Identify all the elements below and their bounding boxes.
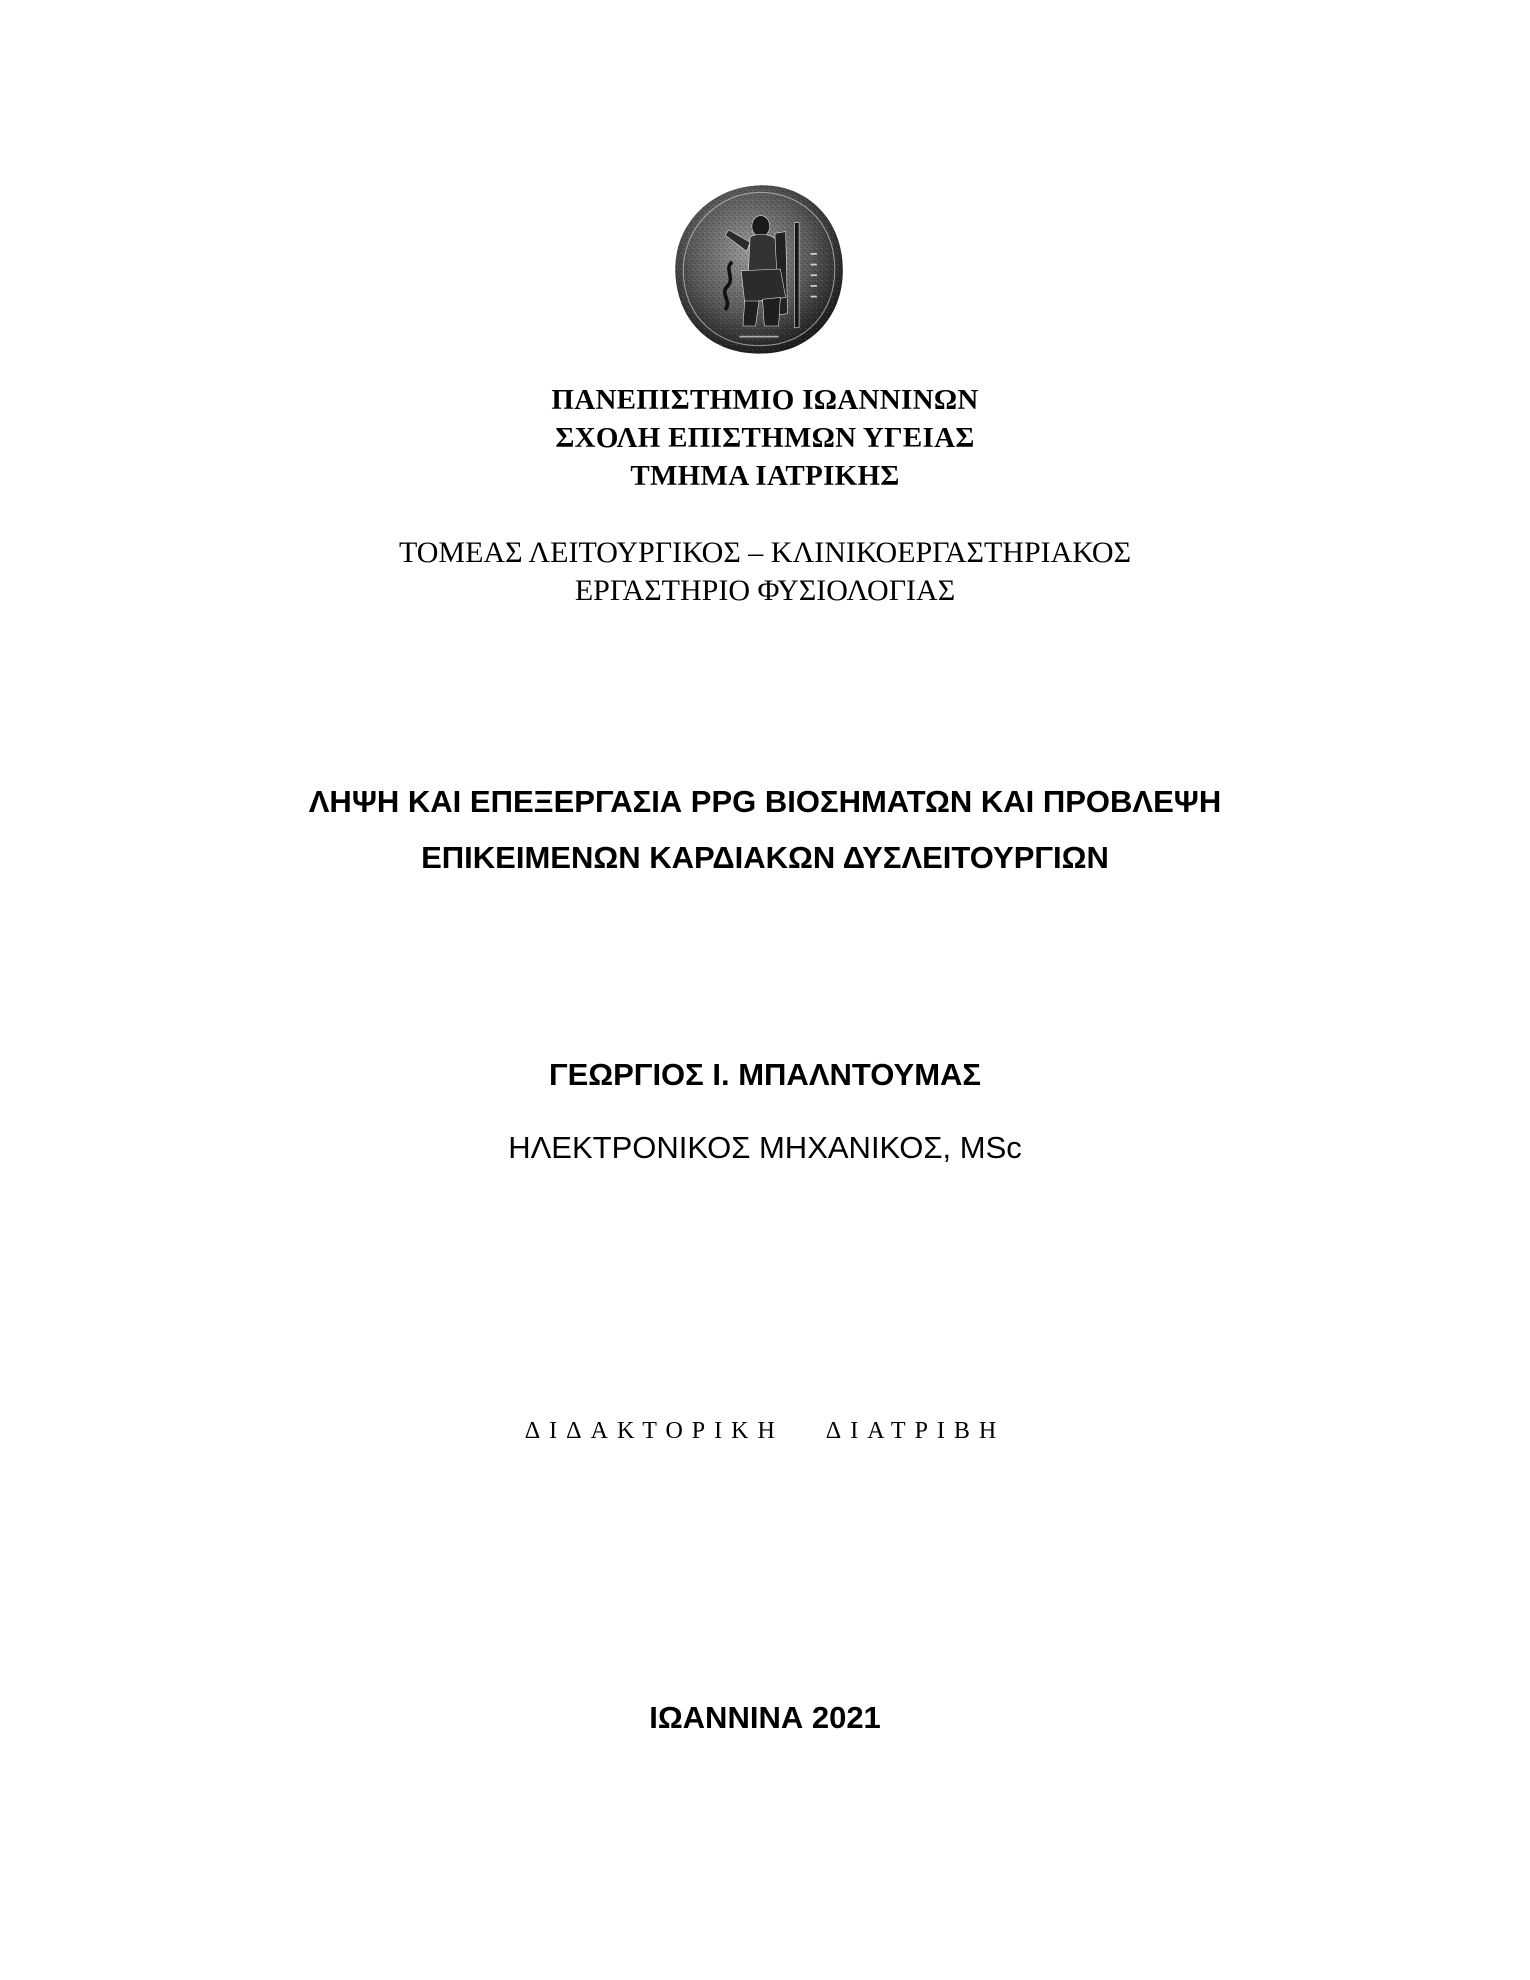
author-name: ΓΕΩΡΓΙΟΣ Ι. ΜΠΑΛΝΤΟΥΜΑΣ [548,1057,982,1092]
document-type-word1: ΔΙΔΑΚΤΟΡΙΚΗ [524,1418,784,1444]
school-name: ΣΧΟΛΗ ΕΠΙΣΤΗΜΩΝ ΥΓΕΙΑΣ [555,422,975,454]
laboratory-name: ΕΡΓΑΣΤΗΡΙΟ ΦΥΣΙΟΛΟΓΙΑΣ [574,574,956,607]
university-name: ΠΑΝΕΠΙΣΤΗΜΙΟ ΙΩΑΝΝΙΝΩΝ [551,384,979,416]
sector-name: ΤΟΜΕΑΣ ΛΕΙΤΟΥΡΓΙΚΟΣ – ΚΛΙΝΙΚΟΕΡΓΑΣΤΗΡΙΑΚΟΣ [398,536,1132,569]
university-seal-icon [670,180,848,358]
document-type-word2: ΔΙΑΤΡΙΒΗ [825,1418,1006,1444]
place-year: ΙΩΑΝΝΙΝΑ 2021 [649,1700,881,1735]
department-name: ΤΜΗΜΑ ΙΑΤΡΙΚΗΣ [630,460,900,492]
thesis-title-line2: ΕΠΙΚΕΙΜΕΝΩΝ ΚΑΡΔΙΑΚΩΝ ΔΥΣΛΕΙΤΟΥΡΓΙΩΝ [421,840,1109,875]
author-degree: ΗΛΕΚΤΡΟΝΙΚΟΣ ΜΗΧΑΝΙΚΟΣ, MSc [508,1130,1022,1165]
document-type [0,1418,1530,1445]
thesis-title-line1: ΛΗΨΗ ΚΑΙ ΕΠΕΞΕΡΓΑΣΙΑ PPG ΒΙΟΣΗΜΑΤΩΝ ΚΑΙ ΠΡΟΒΛΕΨΗ [308,784,1222,819]
